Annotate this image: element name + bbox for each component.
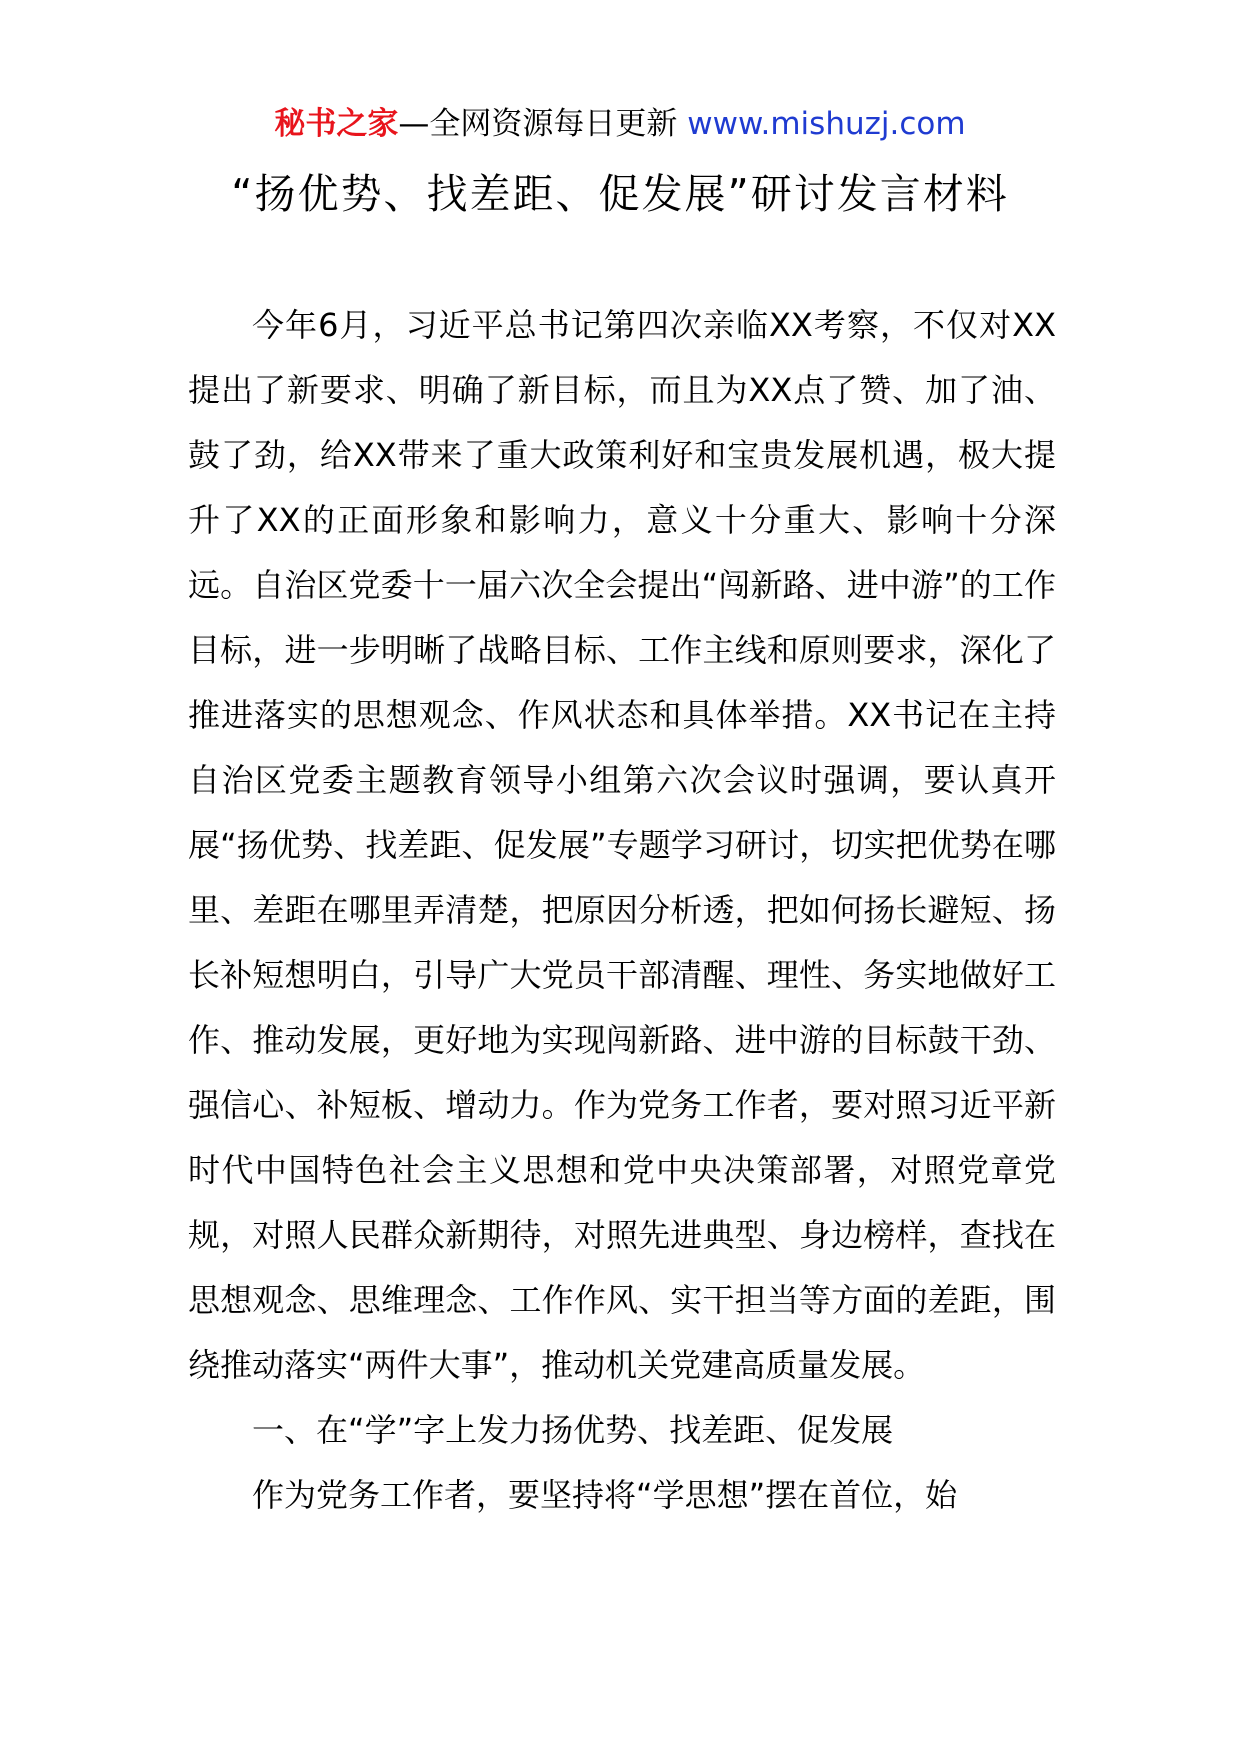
site-header: [0, 102, 1240, 146]
body-paragraph-section-1: 作为党务工作者，要坚持将“学思想”摆在首位，始: [252, 1476, 958, 1514]
body-paragraph-intro: 今年6月，习近平总书记第四次亲临XX考察，不仅对XX提出了新要求、明确了新目标，而且为XX点了赞、加了油、鼓了劲，给XX带来了重大政策利好和宝贵发展机遇，极大提升了XX的正面形象和影响力，意义十分重大、影响十分深远。自治区党委十一届六次全会提出“闯新路、进中游”的工作目标，进一步明晰了战略目标、工作主线和原则要求，深化了推进落实的思想观念、作风状态和具体举措。XX书记在主持自治区党委主题教育领导小组第六次会议时强调，要认真开展“扬优势、找差距、促发展”专题学习研讨，切实把优势在哪里、差距在哪里弄清楚，把原因分析透，把如何扬长避短、扬长补短想明白，引导广大党员干部清醒、理性、务实地做好工作、推动发展，更好地为实现闯新路、进中游的目标鼓干劲、强信心、补短板、增动力。作为党务工作者，要对照习近平新时代中国特色社会主义思想和党中央决策部署，对照党章党规，对照人民群众新期待，对照先进典型、身边榜样，查找在思想观念、思维理念、工作作风、实干担当等方面的差距，围绕推动落实“两件大事”，推动机关党建高质量发展。: [188, 306, 1056, 1384]
site-url-link[interactable]: www.mishuzj.com: [687, 106, 966, 142]
site-brand: 秘书之家: [274, 106, 399, 142]
section-heading-1: 一、在“学”字上发力扬优势、找差距、促发展: [252, 1411, 894, 1449]
site-tagline: —全网资源每日更新: [398, 106, 678, 142]
document-title: “扬优势、找差距、促发展”研讨发言材料: [231, 170, 1009, 218]
document-body: [188, 293, 1056, 1528]
